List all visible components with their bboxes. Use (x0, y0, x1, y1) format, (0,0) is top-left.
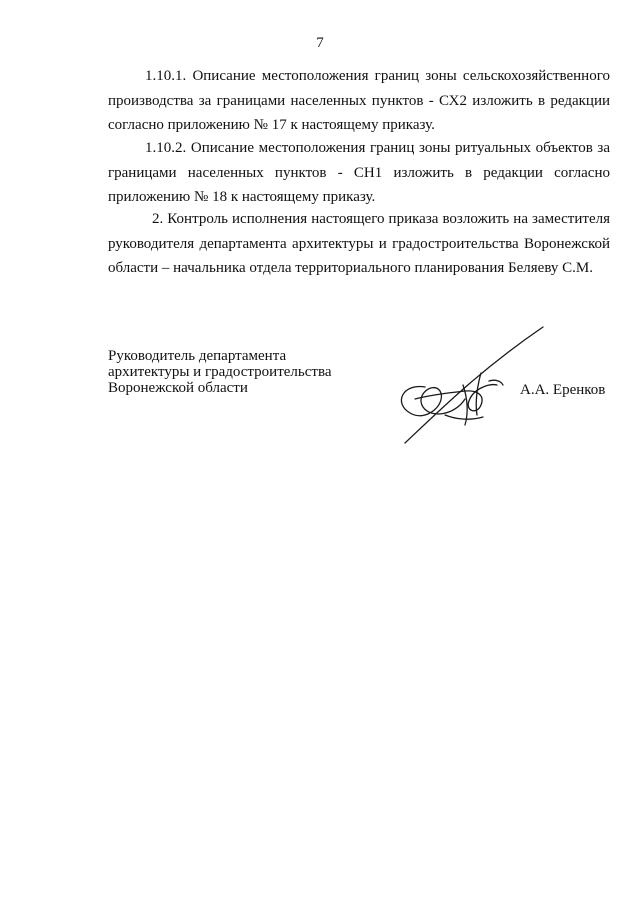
signer-position-line-1: Руководитель департамента (108, 348, 287, 364)
signer-position (108, 348, 331, 396)
signer-position-line-3: Воронежской области (108, 380, 248, 396)
signer-position-line-2: архитектуры и градостроительства (108, 364, 332, 380)
paragraph-2-control: 2. Контроль исполнения настоящего приказа возложить на заместителя руководителя департамента архитектуры и градостроительства Воронежской области – начальника отдела территориального планирования Беляеву С.М. (108, 211, 610, 276)
signer-name: А.А. Еренков (520, 382, 606, 398)
page-number: 7 (316, 35, 324, 51)
paragraph-1-10-1: 1.10.1. Описание местоположения границ зоны сельскохозяйственного производства за границами населенных пунктов - СХ2 изложить в редакции согласно приложению № 17 к настоящему приказу. (108, 68, 610, 133)
paragraph-1-10-2: 1.10.2. Описание местоположения границ зоны ритуальных объектов за границами населенных пунктов - СН1 изложить в редакции согласно приложению № 18 к настоящему приказу. (108, 140, 610, 205)
